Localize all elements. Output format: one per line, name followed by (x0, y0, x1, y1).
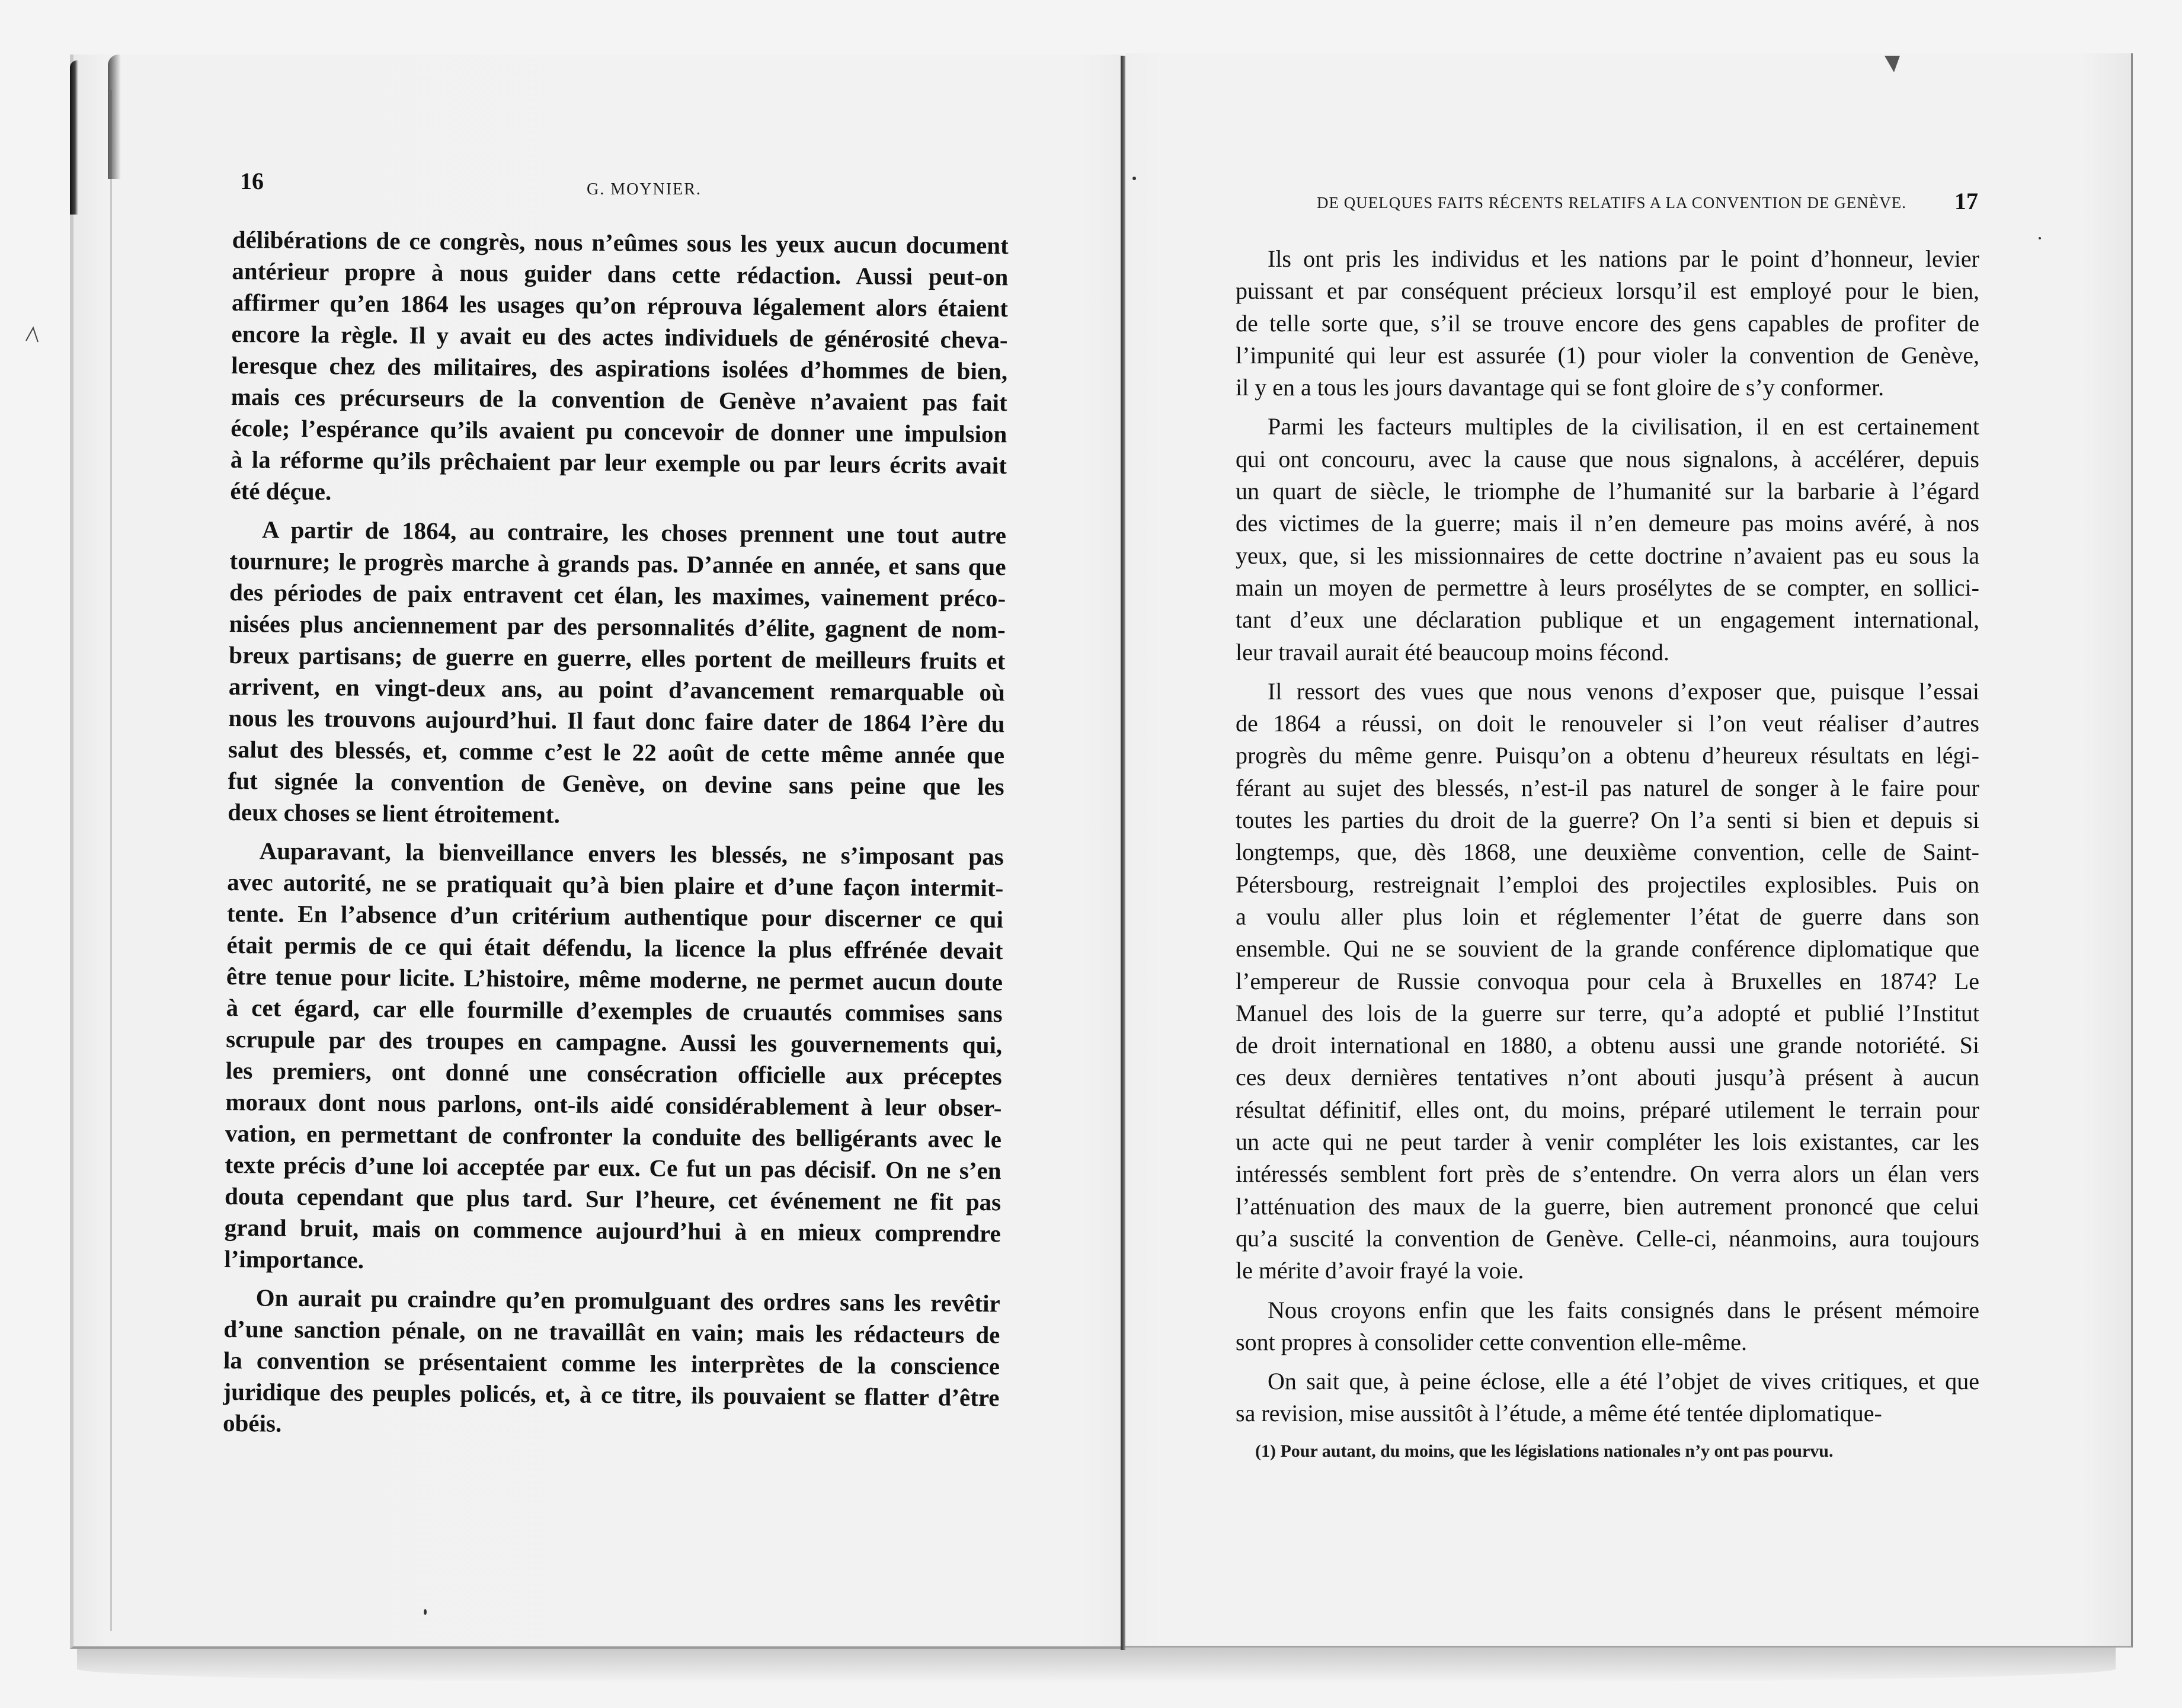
text-line: nisées plus anciennement par des personnalités d’élite, gagnent de nom- (229, 609, 1006, 644)
paper-speck (2039, 237, 2041, 239)
paper-speck (1132, 177, 1136, 180)
text-line: texte précis d’une loi acceptée par eux. Ce fut un pas décisif. On ne s’en (225, 1150, 1002, 1185)
text-line: délibérations de ce congrès, nous n’eûmes sous les yeux aucun document (232, 225, 1009, 260)
paragraph (1236, 676, 1979, 1287)
text-line: longtemps, que, dès 1868, une deuxième convention, celle de Saint- (1236, 839, 1979, 866)
book-spine (1121, 56, 1125, 1650)
text-line: On sait que, à peine éclose, elle a été l’objet de vives critiques, et que (1268, 1368, 1979, 1395)
text-line: être tenue pour licite. L’histoire, même moderne, ne permet aucun doute (226, 962, 1003, 996)
text-line: sont propres à consolider cette convention elle-même. (1236, 1328, 1748, 1355)
text-line: juridique des peuples policés, et, à ce titre, ils pouvaient se flatter d’être (223, 1377, 1000, 1412)
text-line: des victimes de la guerre; mais il n’en demeure pas moins avéré, à nos (1236, 510, 1979, 537)
text-line: breux partisans; de guerre en guerre, elles portent de meilleurs fruits et (229, 641, 1006, 675)
text-line: un acte qui ne peut tarder à venir compléter les lois existantes, car les (1236, 1128, 1979, 1156)
paper-speck (424, 1609, 427, 1615)
page-edge-fold (70, 60, 78, 215)
text-line: l’impunité qui leur est assurée (1) pour violer la convention de Genève, (1236, 341, 1979, 369)
text-line: l’empereur de Russie convoqua pour cela à Bruxelles en 1874? Le (1236, 967, 1979, 994)
text-line: Parmi les facteurs multiples de la civilisation, il en est certainement (1268, 413, 1979, 440)
text-line: de telle sorte que, s’il se trouve encore des gens capables de profiter de (1236, 309, 1979, 337)
text-line: scrupule par des troupes en campagne. Aussi les gouvernements qui, (226, 1025, 1003, 1059)
text-line: sa revision, mise aussitôt à l’étude, a même été tentée diplomatique- (1236, 1400, 1882, 1427)
text-line: tant d’eux une déclaration publique et un engagement international, (1236, 606, 1979, 634)
text-line: Il ressort des vues que nous venons d’exposer que, puisque l’essai (1268, 677, 1979, 705)
text-line: tente. En l’absence d’un critérium authentique pour discerner ce qui (226, 899, 1004, 933)
left-page-body (223, 224, 1009, 1445)
text-line: Ils ont pris les individus et les nations par le point d’honneur, levier (1268, 245, 1979, 272)
margin-caret-mark (24, 323, 41, 344)
paragraph (1236, 1365, 1979, 1430)
footnote-text: Pour autant, du moins, que les législations nationales n’y ont pas pourvu. (1280, 1441, 1834, 1461)
text-line: intéressés semblent fort près de s’entendre. On verra alors un élan vers (1236, 1160, 1979, 1188)
text-line: leur travail aurait été beaucoup moins fécond. (1236, 638, 1669, 666)
paragraph-gap (1236, 404, 1979, 411)
text-line: Auparavant, la bienveillance envers les blessés, ne s’imposant pas (259, 837, 1004, 871)
paragraph (1236, 243, 1979, 404)
text-line: main un moyen de permettre à leurs prosélytes de se compter, en sollici- (1236, 574, 1979, 601)
text-line: nous les trouvons aujourd’hui. Il faut donc faire dater de 1864 l’ère du (228, 703, 1005, 738)
text-line: le mérite d’avoir frayé la voie. (1236, 1257, 1524, 1284)
text-line: puissant et par conséquent précieux lorsqu’il est employé pour le bien, (1236, 277, 1979, 305)
page-shadow (77, 1648, 2116, 1683)
footnote (1255, 1441, 1833, 1461)
text-line: grand bruit, mais on commence aujourd’hui à en mieux comprendre (224, 1213, 1001, 1248)
text-line: avec autorité, ne se pratiquait qu’à bien plaire et d’une façon intermit- (227, 868, 1004, 902)
text-line: ces deux dernières tentatives n’ont abouti jusqu’à présent à aucun (1236, 1064, 1979, 1091)
text-line: il y en a tous les jours davantage qui se font gloire de s’y conformer. (1236, 374, 1885, 401)
text-line: mais ces précurseurs de la convention de Genève n’avaient pas fait (231, 382, 1007, 417)
text-line: qu’a suscité la convention de Genève. Celle-ci, néanmoins, aura toujours (1236, 1224, 1979, 1252)
paragraph (223, 1282, 1000, 1445)
text-line: salut des blessés, et, comme c’est le 22 août de cette même année que (228, 735, 1005, 769)
paragraph-gap (1236, 1358, 1979, 1365)
text-line: toutes les parties du droit de la guerre? On l’a senti si bien et depuis si (1236, 807, 1979, 834)
text-line: Manuel des lois de la guerre sur terre, qu’a adopté et publié l’Institut (1236, 999, 1979, 1026)
text-line: école; l’espérance qu’ils avaient pu concevoir de donner une impulsion (231, 414, 1007, 448)
text-line: la convention se présentaient comme les interprètes de la conscience (223, 1346, 1000, 1380)
text-line: résultat définitif, elles ont, du moins, préparé utilement le terrain pour (1236, 1096, 1979, 1123)
text-line: vation, en permettant de confronter la conduite des belligérants avec le (225, 1119, 1002, 1153)
paragraph (230, 224, 1009, 513)
page-corner-tear (1885, 56, 1900, 72)
text-line: tournure; le progrès marche à grands pas. D’année en année, et sans que (229, 546, 1006, 581)
text-line: l’importance. (224, 1245, 364, 1274)
text-line: affirmer qu’en 1864 les usages qu’on réprouva légalement alors étaient (231, 288, 1009, 322)
text-line: yeux, que, si les missionnaires de cette doctrine n’avaient pas eu sous la (1236, 542, 1979, 569)
text-line: qui ont concouru, avec la cause que nous signalons, à accélérer, depuis (1236, 445, 1979, 472)
page-edge-line (110, 90, 112, 1631)
text-line: progrès du même genre. Puisqu’on a obtenu d’heureux résultats en légi- (1236, 742, 1979, 769)
page-number-right: 17 (1954, 188, 1978, 215)
text-line: de droit international en 1880, a obtenu aussi une grande notoriété. Si (1236, 1032, 1979, 1059)
text-line: des périodes de paix entravent cet élan, les maximes, vainement préco- (229, 578, 1006, 612)
text-line: On aurait pu craindre qu’en promulguant des ordres sans les revêtir (255, 1284, 1000, 1317)
text-line: à la réforme qu’ils prêchaient par leur exemple ou par leurs écrits avait (230, 445, 1007, 479)
running-head-right: DE QUELQUES FAITS RÉCENTS RELATIFS A LA CONVENTION DE GENÈVE. (1317, 194, 1906, 212)
footnote-marker: (1) (1255, 1441, 1276, 1461)
text-line: Pétersbourg, restreignait l’emploi des projectiles explosibles. Puis on (1236, 871, 1979, 898)
text-line: férant au sujet des blessés, n’est-il pas naturel de songer à le faire pour (1236, 774, 1979, 801)
paragraph (224, 835, 1004, 1281)
page-number-left: 16 (240, 168, 264, 194)
text-line: ensemble. Qui ne se souvient de la grande conférence diplomatique que (1236, 935, 1979, 962)
text-line: arrivent, en vingt-deux ans, au point d’avancement remarquable où (228, 672, 1006, 706)
paragraph (1236, 411, 1979, 668)
text-line: encore la règle. Il y avait eu des actes individuels de générosité cheva- (231, 319, 1008, 354)
text-line: à cet égard, car elle fourmille d’exemples de cruautés commises sans (226, 993, 1003, 1028)
text-line: les premiers, ont donné une consécration officielle aux préceptes (225, 1056, 1002, 1090)
text-line: antérieur propre à nous guider dans cette rédaction. Aussi peut-on (232, 257, 1009, 291)
text-line: obéis. (222, 1409, 282, 1437)
text-line: d’une sanction pénale, on ne travaillât en vain; mais les rédacteurs de (223, 1314, 1000, 1349)
paragraph-gap (1236, 669, 1979, 676)
right-page-body (1236, 243, 1979, 1430)
running-head-left: G. MOYNIER. (587, 180, 702, 199)
text-line: été déçue. (230, 476, 332, 506)
text-line: moraux dont nous parlons, ont-ils aidé considérablement à leur obser- (225, 1088, 1002, 1122)
text-line: un quart de siècle, le triomphe de l’humanité sur la barbarie à l’égard (1236, 478, 1979, 505)
text-line: a voulu aller plus loin et réglementer l’état de guerre dans son (1236, 903, 1979, 930)
text-line: A partir de 1864, au contraire, les choses prennent une tout autre (261, 516, 1007, 549)
text-line: leresque chez des militaires, des aspirations isolées d’hommes de bien, (231, 351, 1008, 385)
text-line: fut signée la convention de Genève, on devine sans peine que les (228, 766, 1004, 801)
text-line: douta cependant que plus tard. Sur l’heure, cet événement ne fit pas (224, 1182, 1002, 1216)
text-line: Nous croyons enfin que les faits consignés dans le présent mémoire (1268, 1296, 1979, 1323)
paragraph (1236, 1294, 1979, 1359)
text-line: de 1864 a réussi, on doit le renouveler si l’on veut réaliser d’autres (1236, 710, 1979, 737)
paragraph (228, 514, 1006, 834)
text-line: l’atténuation des maux de la guerre, bien autrement prononcé que celui (1236, 1192, 1979, 1220)
paragraph-gap (1236, 1287, 1979, 1294)
text-line: deux choses se lient étroitement. (228, 798, 560, 829)
text-line: était permis de ce qui était défendu, la licence la plus effrénée devait (226, 930, 1003, 965)
